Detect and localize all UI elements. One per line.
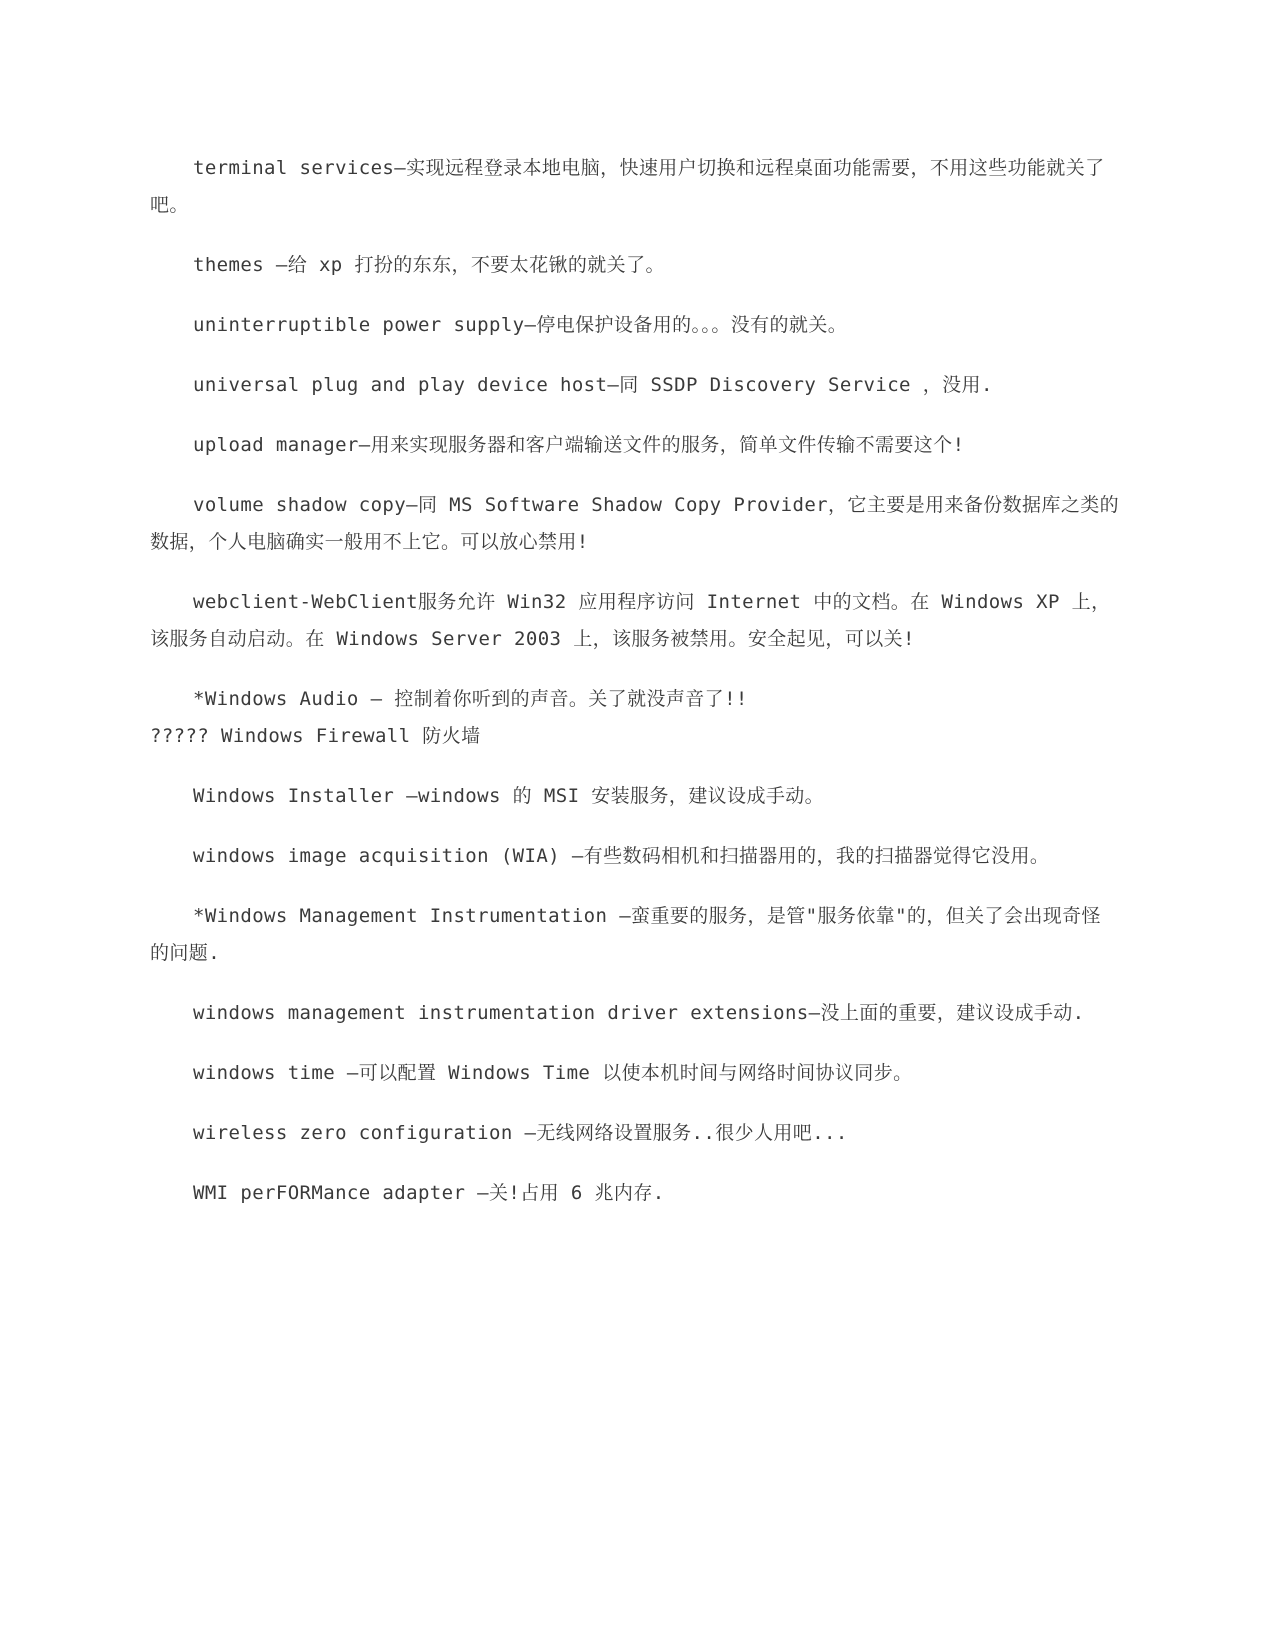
document-body: [150, 150, 1120, 1235]
paragraph-windows-installer: Windows Installer —windows 的 MSI 安装服务，建议设成手动。: [193, 785, 825, 807]
paragraph-wmi-driver-extensions: windows management instrumentation driver extensions—没上面的重要，建议设成手动.: [193, 1002, 1085, 1024]
paragraph-wmi-performance-adapter: WMI perFORMance adapter —关!占用 6 兆内存.: [193, 1182, 665, 1204]
paragraph-upnp-host: universal plug and play device host—同 SSDP Discovery Service ，没用.: [193, 374, 993, 396]
paragraph-windows-firewall: ????? Windows Firewall 防火墙: [150, 725, 481, 747]
paragraph-upload-manager: upload manager—用来实现服务器和客户端输送文件的服务，简单文件传输不需要这个!: [193, 434, 965, 456]
paragraph-webclient: webclient-WebClient服务允许 Win32 应用程序访问 Internet 中的文档。在 Windows XP 上，该服务自动启动。在 Windows Server 2003 上，该服务被禁用。安全起见，可以关!: [150, 591, 1111, 650]
paragraph-wmi: *Windows Management Instrumentation —蛮重要的服务，是管"服务依靠"的，但关了会出现奇怪的问题.: [150, 905, 1101, 964]
paragraph-terminal-services: terminal services—实现远程登录本地电脑，快速用户切换和远程桌面功能需要，不用这些功能就关了吧。: [150, 157, 1105, 216]
paragraph-wia: windows image acquisition (WIA) —有些数码相机和扫描器用的，我的扫描器觉得它没用。: [193, 845, 1050, 867]
paragraph-windows-audio: *Windows Audio — 控制着你听到的声音。关了就没声音了!!: [193, 688, 748, 710]
paragraph-ups: uninterruptible power supply—停电保护设备用的。。。没有的就关。: [193, 314, 848, 336]
paragraph-windows-time: windows time —可以配置 Windows Time 以使本机时间与网络时间协议同步。: [193, 1062, 913, 1084]
paragraph-wireless-zero-config: wireless zero configuration —无线网络设置服务..很少人用吧...: [193, 1122, 848, 1144]
paragraph-themes: themes —给 xp 打扮的东东，不要太花锹的就关了。: [193, 254, 665, 276]
paragraph-volume-shadow-copy: volume shadow copy—同 MS Software Shadow Copy Provider，它主要是用来备份数据库之类的数据，个人电脑确实一般用不上它。可以放心禁用!: [150, 494, 1120, 553]
